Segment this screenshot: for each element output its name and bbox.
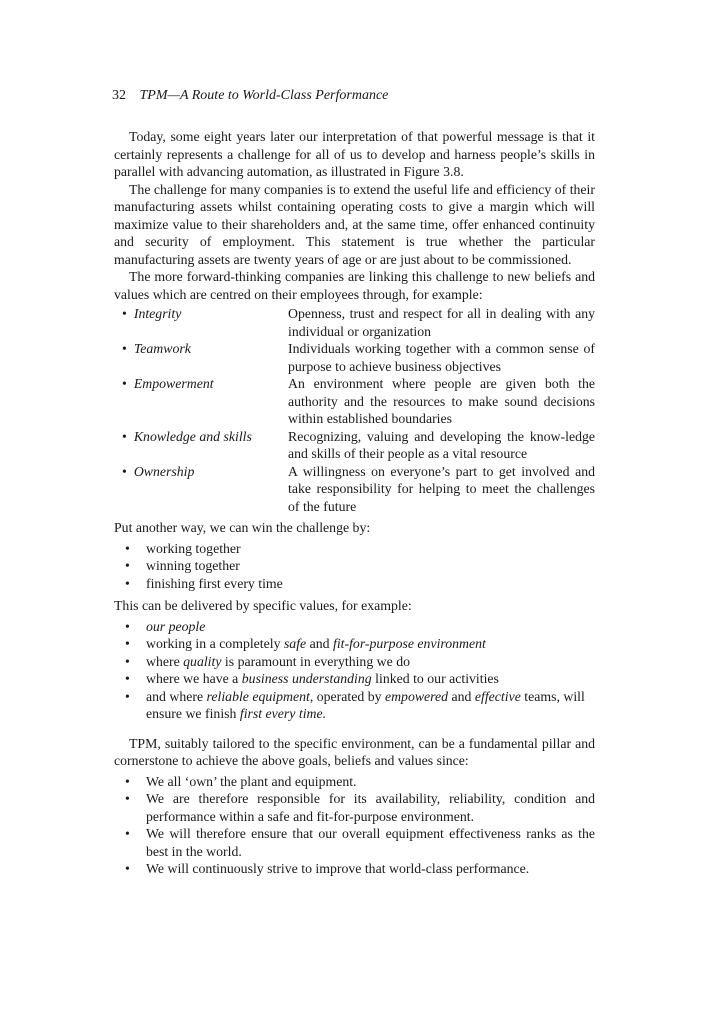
list-item: • winning together [125,558,240,573]
list-item: • working together [125,540,241,556]
value-term: Integrity [133,306,182,321]
win-list [114,540,595,593]
value-description: A willingness on everyone’s part to get involved and take responsibility for helping to meet the challenges of the future [288,463,595,514]
list-item: • working in a completely safe and fit-for-purpose environment [125,636,486,651]
bullet-icon: • [125,671,130,686]
list-item: • We are therefore responsible for its availability, reliability, condition and performance within a safe and fit-for-purpose environment. [125,791,595,824]
bullet-icon: • [122,341,127,356]
paragraph: Put another way, we can win the challenge by: [114,520,371,535]
bullet-icon: • [122,428,127,444]
list-item [114,340,595,375]
paragraph: TPM, suitably tailored to the specific environment, can be a fundamental pillar and cornerstone to achieve the above goals, beliefs and values since: [114,735,595,768]
bullet-icon: • [125,688,130,704]
bullet-icon: • [125,791,130,806]
bullet-icon: • [125,575,130,591]
value-term: Knowledge and skills [133,428,252,444]
body-text [114,128,595,883]
bullet-icon: • [125,653,130,669]
list-item: • We will continuously strive to improve that world-class performance. [125,861,530,876]
bullet-icon: • [125,618,130,634]
value-description: An environment where people are given both the authority and the resources to make sound decisions within established boundaries [288,376,595,426]
bullet-icon: • [125,540,130,556]
paragraph: Today, some eight years later our interpretation of that powerful message is that it certainly represents a challenge for all of us to develop and harness people’s skills in parallel with advancing automation, as illustrated in Figure 3.8. [114,129,595,179]
list-item: • where quality is paramount in everything we do [125,653,410,669]
page-number: 32 [112,88,126,103]
value-description: Recognizing, valuing and developing the know-ledge and skills of their people as a vital resource [288,428,595,461]
bullet-icon: • [125,861,130,876]
list-item: • We all ‘own’ the plant and equipment. [125,773,357,789]
tpm-list [114,773,595,878]
list-item [114,375,595,428]
running-header [112,88,388,104]
list-item [114,428,595,463]
running-title: TPM—A Route to World-Class Performance [139,88,389,103]
bullet-icon: • [122,463,127,479]
bullet-icon: • [125,636,130,651]
list-item: • where we have a business understanding linked to our activities [125,671,499,686]
value-term: Empowerment [133,376,214,391]
value-description: Openness, trust and respect for all in dealing with any individual or organization [288,306,595,339]
list-item: • finishing first every time [125,575,283,591]
value-term: Teamwork [133,341,191,356]
paragraph: This can be delivered by specific values, for example: [114,598,412,613]
list-item [114,305,595,340]
list-item [114,463,595,516]
list-item: • and where reliable equipment, operated by empowered and effective teams, will ensure we finish first every time. [125,688,585,721]
bullet-icon: • [122,376,127,391]
bullet-icon: • [125,558,130,573]
paragraph: The more forward-thinking companies are linking this challenge to new beliefs and values which are centred on their employees through, for example: [114,269,595,302]
value-term: Ownership [133,463,195,479]
list-item: • We will therefore ensure that our overall equipment effectiveness ranks as the best in the world. [125,826,595,859]
bullet-icon: • [122,306,127,321]
value-description: Individuals working together with a common sense of purpose to achieve business objectives [288,341,595,374]
bullet-icon: • [125,826,130,841]
values-list [114,305,595,515]
deliver-list [114,618,595,723]
bullet-icon: • [125,773,130,789]
list-item: • our people [125,618,206,634]
paragraph: The challenge for many companies is to extend the useful life and efficiency of their manufacturing assets whilst containing operating costs to give a margin which will maximize value to their shareholders and, at the same time, offer enhanced continuity and security of employment. This statement is true whether the particular manufacturing assets are twenty years of age or are just about to be commissioned. [114,181,595,267]
